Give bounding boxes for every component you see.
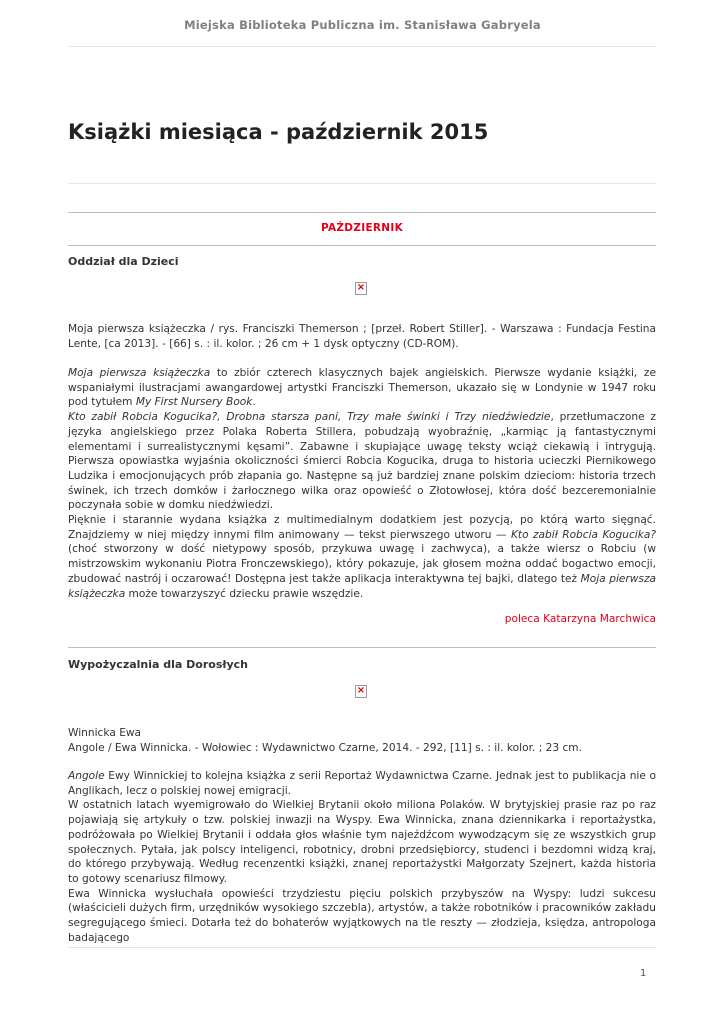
bibliographic-entry	[68, 726, 656, 755]
book-title: My First Nursery Book	[135, 396, 253, 409]
book-title: Kto zabił Robcia Kogucika?, Drobna starsza pani, Trzy małe świnki i Trzy niedźwiedzie	[68, 411, 551, 424]
paragraph: Kto zabił Robcia Kogucika?, Drobna starsza pani, Trzy małe świnki i Trzy niedźwiedzie, przetłumaczone z języka angielskiego przez Polaka Roberta Stillera, pobudzają wyobraźnię, „karmiąc ją fantastycznymi elementami i surrealistycznymi kęsami”. Zabawne i skupiające uwagę teksty wciąż ciekawią i intrygują. Pierwsza opowiastka wyjaśnia okoliczności śmierci Robcia Kogucika, druga to historia ucieczki Piernikowego Ludzika i emocjonujących prób złapania go. Następne są już bardziej znane polskim dzieciom: historia trzech świnek, ich trzech domków i żarłocznego wilka oraz opowieść o Złotowłosej, która dość bezceremonialnie poczynała sobie w domku niedźwiedzi.	[68, 411, 656, 512]
paragraph: Pięknie i starannie wydana książka z multimedialnym dodatkiem jest pozycją, po którą warto sięgnąć. Znajdziemy w niej między innymi film animowany — tekst pierwszego utworu — Kto zabił Robcia Kogucika? (choć stworzony w dość nietypowy sposób, przykuwa uwagę i zachwyca), a także wiersz o Robciu (w mistrzowskim wykonaniu Piotra Fronczewskiego), który pokazuje, jak głosem można oddać bogactwo emocji, zbudować nastrój i oczarować! Dostępna jest także aplikacja interaktywna tej bajki, dlatego też Moja pierwsza książeczka może towarzyszyć dziecku prawie wszędzie.	[68, 514, 656, 600]
title-divider	[68, 183, 656, 184]
book-description	[68, 769, 656, 945]
book-description	[68, 366, 656, 601]
section-heading-adults: Wypożyczalnia dla Dorosłych	[68, 658, 248, 671]
page-title: Książki miesiąca - październik 2015	[68, 120, 489, 144]
book-title: Angole	[68, 770, 105, 782]
broken-image-icon: ×	[356, 282, 366, 293]
book-title: Moja pierwsza książeczka	[68, 367, 211, 379]
book-author: Winnicka Ewa	[68, 727, 142, 739]
month-top-rule	[68, 212, 656, 213]
paragraph: Angole Ewy Winnickiej to kolejna książka z serii Reportaż Wydawnictwa Czarne. Jednak jest to publikacja nie o Anglikach, lecz o polskiej nowej emigracji.	[68, 770, 656, 797]
broken-image-icon: ×	[356, 685, 366, 696]
header-divider	[68, 46, 656, 47]
recommendation-credit: poleca Katarzyna Marchwica	[504, 613, 656, 625]
book-title: Moja pierwsza książeczka	[68, 572, 656, 600]
month-bottom-rule	[68, 245, 656, 246]
paragraph: Ewa Winnicka wysłuchała opowieści trzydziestu pięciu polskich przybyszów na Wyspy: ludzi sukcesu (właścicieli dużych firm, urzędników wysokiego szczebla), artystów, a także robotników i pracowników zakładu segregującego śmieci. Dotarła też do bohaterów wyjątkowych na tle reszty — złodzieja, księdza, antropologa badającego	[68, 887, 656, 944]
book-title: Kto zabił Robcia Kogucika?	[510, 528, 656, 541]
paragraph: W ostatnich latach wyemigrowało do Wielkiej Brytanii około miliona Polaków. W brytyjskiej prasie raz po raz pojawiają się artykuły o tzw. polskiej inwazji na Wyspy. Ewa Winnicka, znana dziennikarka i reportażystka, podróżowała po Wielkiej Brytanii i oddała głos właśnie tym najeźdźcom wywodzącym się ze wszystkich grup społecznych. Pytała, jak polscy inteligenci, robotnicy, drobni przedsiębiorcy, studenci i bezdomni widzą kraj, do którego przybywają. Według recenzentki książki, znanej reportażystki Małgorzaty Szejnert, każda historia to gotowy scenariusz filmowy.	[68, 799, 656, 885]
footer-divider	[68, 947, 656, 948]
paragraph: Moja pierwsza książeczka to zbiór czterech klasycznych bajek angielskich. Pierwsze wydanie książki, ze wspaniałymi ilustracjami awangardowej artystki Franciszki Themerson, ukazało się w Londynie w 1947 roku pod tytułem My First Nursery Book.	[68, 367, 656, 409]
site-header: Miejska Biblioteka Publiczna im. Stanisława Gabryela	[184, 18, 541, 32]
section-heading-children: Oddział dla Dzieci	[68, 255, 179, 268]
month-heading: PAŹDZIERNIK	[320, 222, 404, 234]
book-bib: Angole / Ewa Winnicka. - Wołowiec : Wydawnictwo Czarne, 2014. - 292, [11] s. : il. kolor. ; 23 cm.	[68, 741, 582, 754]
section-divider	[68, 647, 656, 648]
page-number: 1	[640, 968, 647, 979]
bibliographic-entry: Moja pierwsza książeczka / rys. Franciszki Themerson ; [przeł. Robert Stiller]. - Warszawa : Fundacja Festina Lente, [ca 2013]. - [66] s. : il. kolor. ; 26 cm + 1 dysk optyczny (CD-ROM).	[68, 323, 656, 350]
